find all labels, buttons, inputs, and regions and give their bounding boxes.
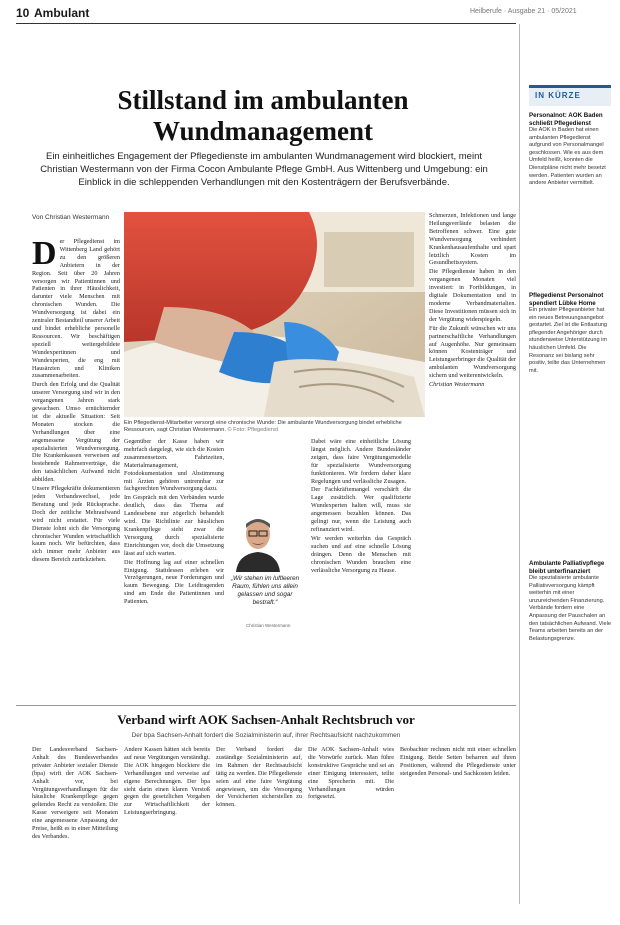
col1-paragraph-2: Durch den Erfolg und die Qualität unserer Versorgung sind wir in den vergangenen Jahren stark gewachsen. Umso ernüchternder ist die aktuelle Situation: Seit Monaten stocken die Verhandlungen über eine angemessene Vergütung der spezialisierten Wundversorgung. Die Krankenkassen verweisen auf bestehende Rahmenverträge, die den tatsächlichen Aufwand nicht abbilden. [32,381,120,484]
sidebar-item-title: Pflegedienst Personalnot spendiert Lübke Home [529,292,604,307]
col2-paragraph-3: Die Hoffnung lag auf einer schnellen Einigung. Stattdessen erleben wir Verzögerungen, neue Forderungen und kaum Bewegung. Die Leidtragenden sind am Ende die Patientinnen und Patienten. [124,558,224,606]
quote-attribution: Christian Westermann [246,623,291,628]
col2-paragraph-2: Im Gespräch mit den Verbänden wurde deutlich, dass das Thema auf Landesebene nur zögerlich behandelt wird. Die Richtlinie zur häuslichen Krankenpflege sieht zwar die Versorgung durch spezialisierte Einrichtungen vor, doch die Umsetzung lässt auf sich warten. [124,494,224,557]
section-name: Ambulant [34,6,90,20]
sidebar-header-label: IN KÜRZE [535,91,581,100]
col3-paragraph-2: Der Fachkräftemangel verschärft die Lage zusätzlich. Wer qualifizierte Wundexperten halten will, muss sie angemessen bezahlen können. Das gelingt nur, wenn die Leistung auch refinanziert wird. [311,486,411,533]
sidebar-item-title: Ambulante Palliativpflege bleibt unterfinanziert [529,560,605,575]
sidebar-item [529,112,611,280]
article-column-4 [429,212,516,700]
article-separator [16,705,516,706]
col2-paragraph-1: Gegenüber der Kasse haben wir mehrfach dargelegt, wie sich die Kosten zusammensetzen. Fahrtzeiten, Materialmanagement, Fotodokumentation und Abstimmung mit Ärzten gehören untrennbar zur fachgerechten Wundversorgung dazu. [124,438,224,493]
byline: Von Christian Westermann [32,214,110,221]
col1-paragraph-3: Unsere Pflegekräfte dokumentieren jeden Verbandswechsel, jede Beratung und jede Rücksprache. Doch der zeitliche Mehraufwand wird nicht erstattet. Für viele Dienste lohnt sich die Versorgung chronischer Wunden wirtschaftlich kaum noch. Wir befürchten, dass sich immer mehr Anbieter aus diesem Bereich zurückziehen. [32,485,120,564]
article-column-3 [311,438,411,700]
col4-paragraph-2: Die Pflegedienste haben in den vergangenen Monaten viel investiert: in Fortbildungen, in digitale Dokumentation und in moderne Verbandmaterialien. Diese Investitionen müssen sich in der Vergütung widerspiegeln. [429,268,516,323]
article2-column-2: Andere Kassen hätten sich bereits auf neue Vergütungen verständigt. Die AOK hingegen blockiere die Verhandlungen und verweise auf eigene Berechnungen. Der bpa sieht darin einen klaren Verstoß gegen die gesetzlichen Vorgaben zur Wirtschaftlichkeit der Leistungserbringung. [124,746,210,817]
sidebar-item [529,560,611,905]
article2-column-1: Der Landesverband Sachsen-Anhalt des Bundesverbandes privater Anbieter sozialer Dienste (bpa) wirft der AOK Sachsen-Anhalt vor, bei Vergütungsverhandlungen für die häusliche Krankenpflege gegen geltendes Recht zu verstoßen. Die Kasse verweigere seit Monaten eine angemessene Anpassung der Preise, heißt es in einer Mitteilung des Verbandes. [32,746,118,840]
sidebar-header [529,85,611,106]
photo-caption [124,420,425,434]
article2-column-4: Die AOK Sachsen-Anhalt wies die Vorwürfe zurück. Man führe konstruktive Gespräche und sei an einer Einigung interessiert, teilte eine Sprecherin mit. Die Verhandlungen würden fortgesetzt. [308,746,394,801]
article2-subtitle: Der bpa Sachsen-Anhalt fordert die Sozialministerin auf, ihrer Rechtsaufsicht nachzukommen [131,732,401,739]
sidebar-item-text: Die AOK in Baden hat einen ambulanten Pflegedienst aufgrund von Personalmangel geschlossen. Wie es aus dem Umfeld heißt, konnten die Dienstpläne nicht mehr besetzt werden. Patienten wurden an andere Anbieter vermittelt. [529,127,606,187]
header-rule [16,23,516,24]
col4-paragraph-1: Schmerzen, Infektionen und lange Heilungsverläufe belasten die Betroffenen schwer. Eine gute Wundversorgung verhindert Krankenhausaufenthalte und spart letztlich Kosten im Gesundheitssystem. [429,212,516,267]
sidebar-item-text: Ein privater Pflegeanbieter hat ein neues Betreuungsangebot gestartet. Ziel ist die Entlastung pflegender Angehöriger durch stundenweise Unterstützung im häuslichen Umfeld. Die Resonanz sei bislang sehr positiv, teilte das Unternehmen mit. [529,307,608,374]
page-number: 10 [16,6,30,20]
sidebar-item [529,292,611,492]
col3-paragraph-3: Wir werden weiterhin das Gespräch suchen und auf eine schnelle Lösung drängen. Denn die Menschen mit chronischen Wunden brauchen eine verlässliche Versorgung zu Hause. [311,534,411,574]
pull-quote: „Wir stehen im luftleeren Raum, fühlen uns allein gelassen und sogar bestraft.“ [230,575,300,606]
article-title: Stillstand im ambulanten Wundmanagement [117,85,409,146]
article-photo [124,212,425,417]
col4-signature: Christian Westermann [429,381,485,389]
magazine-info: Heilberufe · Ausgabe 21 · 05/2021 [470,8,577,15]
sidebar-item-text: Die spezialisierte ambulante Palliativversorgung kämpft weiterhin mit einer unzureichenden Finanzierung. Verbände fordern eine Anpassung der Pauschalen an den tatsächlichen Aufwand. Viele Teams arbeiten bereits an der Belastungsgrenze. [529,575,611,642]
article2-column-5: Beobachter rechnen nicht mit einer schnellen Einigung. Beide Seiten beharren auf ihren Positionen, während die Pflegedienste unter steigenden Personal- und Sachkosten leiden. [400,746,516,777]
caption-text: Ein Pflegedienst-Mitarbeiter versorgt eine chronische Wunde: Die ambulante Wundversorgung bindet erhebliche Ressourcen, sagt Christian Westermann. [124,420,402,433]
article2-title: Verband wirft AOK Sachsen-Anhalt Rechtsbruch vor [117,712,415,727]
col4-paragraph-3: Für die Zukunft wünschen wir uns partnerschaftliche Verhandlungen auf Augenhöhe. Nur gemeinsam können Kostenträger und Leistungserbringer die Qualität der ambulanten Wundversorgung sichern und weiterentwickeln. [429,324,516,380]
dropcap: D [32,238,57,272]
col3-paragraph-1: Dabei wäre eine einheitliche Lösung längst möglich. Andere Bundesländer zeigen, dass faire Vergütungsmodelle für spezialisierte Wundversorgung funktionieren. Wir fordern daher klare Regelungen und verlässliche Zusagen. [311,438,411,485]
article-lead: Ein einheitliches Engagement der Pflegedienste im ambulanten Wundmanagement wird blockiert, meint Christian Westermann von der Firma Cocon Ambulante Pflege GmbH. Aus Wittenberg und Umgebung: ein Einblick in die schleppenden Verhandlungen mit den Kostenträgern der Berufsverbände. [40,151,488,188]
col1-paragraph-1: er Pflegedienst im Wittenberg Land gehört zu den größeren Anbietern in der Region. Seit über 20 Jahren versorgen wir Patientinnen und Patienten in ihrer Häuslichkeit, darunter viele Menschen mit chronischen Wunden. Die Wundversorgung ist dabei ein zentraler Bestandteil unserer Arbeit und bindet erhebliche personelle Ressourcen. Wir beschäftigen speziell weitergebildete Wundexpertinnen und Wundexperten, die eng mit Hausärzten und Kliniken zusammenarbeiten. [32,238,120,380]
author-portrait [228,510,288,572]
article-column-2 [124,438,224,700]
article-column-1 [32,238,120,700]
article2-column-3: Der Verband fordert die zuständige Sozialministerin auf, im Rahmen der Rechtsaufsicht tätig zu werden. Die Pflegedienste seien auf eine faire Vergütung angewiesen, um die Versorgung der Versicherten sicherstellen zu können. [216,746,302,809]
photo-credit: © Foto: Pflegedienst [227,427,279,433]
sidebar-item-title: Personalnot: AOK Baden schließt Pflegedienst [529,112,603,127]
sidebar-rule [519,24,520,904]
